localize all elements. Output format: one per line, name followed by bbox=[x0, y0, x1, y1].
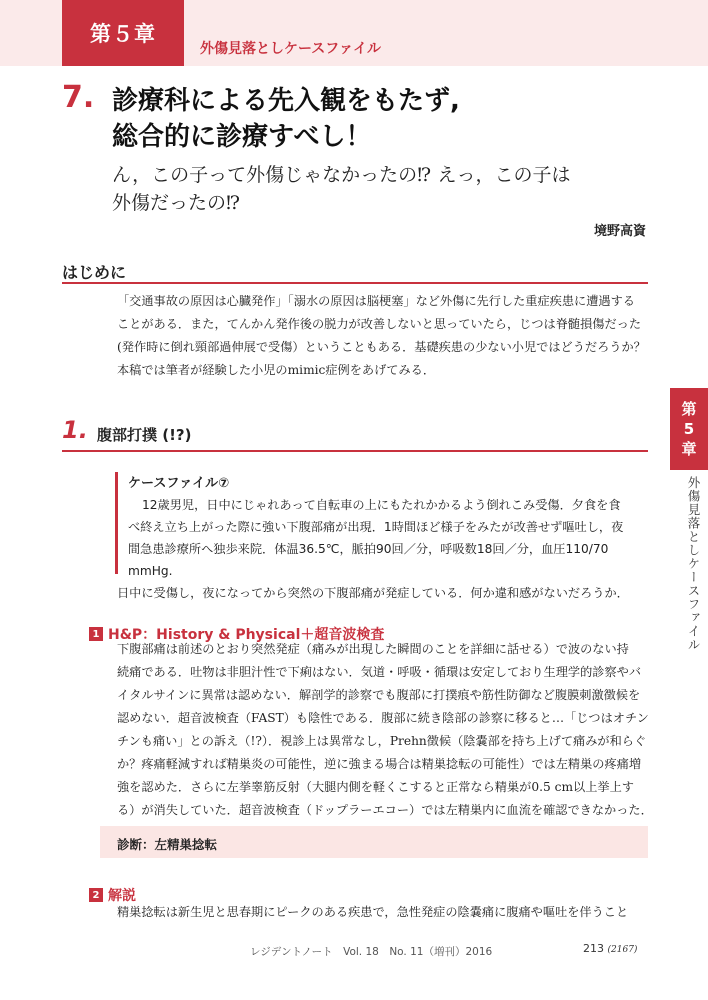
sub2-paragraph bbox=[117, 901, 647, 924]
case-line: 12歳男児，日中にじゃれあって自転車の上にもたれかかるよう倒れこみ受傷．夕食を食 bbox=[142, 498, 621, 512]
title-number: 7. bbox=[62, 80, 95, 115]
case-line: べ終え立ち上がった際に強い下腹部痛が出現．1時間ほど様子をみたが改善せず嘔吐し，夜 bbox=[128, 520, 624, 534]
case-body bbox=[128, 494, 648, 582]
title-line-2: 総合的に診療すべし！ bbox=[112, 122, 372, 152]
sub1-line: イタルサインに異常は認めない．解剖学的診察でも腹部に打撲痕や筋性防御など腹膜刺激徴候を bbox=[117, 688, 641, 702]
footer-journal: レジデントノート Vol. 18 No. 11（増刊）2016 bbox=[250, 946, 493, 958]
side-chapter-a: 第 bbox=[681, 400, 697, 418]
section-title: 腹部打撲 (!?) bbox=[97, 426, 192, 444]
subtitle-line-1: ん，この子って外傷じゃなかったの⁉ えっ，この子は bbox=[112, 164, 571, 186]
case-line: mmHg. bbox=[128, 564, 173, 578]
intro-line: 本稿では筆者が経験した小児のmimic症例をあげてみる． bbox=[117, 363, 436, 377]
intro-heading: はじめに bbox=[62, 263, 127, 282]
intro-line: 「交通事故の原因は心臓発作」「溺水の原因は脳梗塞」など外傷に先行した重症疾患に遭遇する bbox=[117, 294, 635, 308]
page-number bbox=[583, 942, 637, 955]
side-vertical-title: 外傷見落としケースファイル bbox=[686, 476, 701, 652]
side-chapter-tab bbox=[670, 388, 708, 470]
case-title: ケースファイル⑦ bbox=[128, 476, 230, 491]
sub1-line: か？疼痛軽減すれば精巣炎の可能性，逆に強まる場合は精巣捻転の可能性）では左精巣の疼痛増 bbox=[117, 757, 642, 771]
intro-line: ことがある．また，てんかん発作後の脱力が改善しないと思っていたら，じつは脊髄損傷だった bbox=[117, 317, 642, 331]
after-case-line: 日中に受傷し，夜になってから突然の下腹部痛が発症している．何か違和感がないだろうか． bbox=[117, 586, 629, 600]
intro-rule bbox=[62, 282, 648, 284]
intro-line: (発作時に倒れ頸部過伸展で受傷）ということもある．基礎疾患の少ない小児ではどうだろうか？ bbox=[117, 340, 646, 354]
sub1-line: る）が消失していた．超音波検査（ドップラーエコー）では左精巣内に血流を確認できなかった． bbox=[117, 803, 653, 817]
page-number-main: 213 bbox=[583, 942, 604, 955]
author: 境野高資 bbox=[593, 224, 646, 239]
side-chapter-b: 5 bbox=[683, 420, 695, 438]
sub1-title: H&P：History & Physical＋超音波検査 bbox=[108, 627, 385, 643]
title-line-1: 診療科による先入観をもたず, bbox=[112, 86, 460, 116]
sub1-paragraph bbox=[117, 638, 653, 822]
chapter-tab: 第５章 bbox=[62, 0, 184, 66]
sub2-title: 解説 bbox=[108, 888, 136, 904]
side-chapter-c: 章 bbox=[681, 440, 697, 458]
intro-paragraph bbox=[117, 290, 647, 382]
after-case-paragraph bbox=[117, 582, 647, 605]
diagnosis-text: 診断：左精巣捻転 bbox=[117, 837, 218, 852]
case-line: 間急患診療所へ独歩来院．体温36.5℃，脈拍90回／分，呼吸数18回／分，血圧110/70 bbox=[128, 542, 609, 556]
sub1-line: 下腹部痛は前述のとおり突然発症（痛みが出現した瞬間のことを詳細に話せる）で波のない持 bbox=[117, 642, 629, 656]
sub1-line: 強を認めた．さらに左挙睾筋反射（大腿内側を軽くこすると正常なら精巣が0.5 cm以上挙上す bbox=[117, 780, 634, 794]
section-rule bbox=[62, 450, 648, 452]
subtitle-line-2: 外傷だったの⁉ bbox=[112, 192, 241, 214]
sub1-line: 続痛である．吐物は非胆汁性で下痢はない．気道・呼吸・循環は安定しており生理学的診察やバ bbox=[117, 665, 642, 679]
sub1-line: チンも痛い」との訴え（!?）．視診上は異常なし，Prehn徴候（陰嚢部を持ち上げて痛みが和らぐ bbox=[117, 734, 647, 748]
section-number: 1. bbox=[62, 416, 88, 444]
header-subtitle: 外傷見落としケースファイル bbox=[200, 41, 382, 57]
page-number-alt: (2167) bbox=[607, 945, 638, 955]
sub2-number-box: 2 bbox=[89, 888, 103, 902]
sub1-line: 認めない．超音波検査（FAST）も陰性である．腹部に続き陰部の診察に移ると…「じつはオチン bbox=[117, 711, 649, 725]
sub1-number-box: 1 bbox=[89, 627, 103, 641]
case-accent-bar bbox=[115, 472, 118, 574]
sub2-line: 精巣捻転は新生児と思春期にピークのある疾患で，急性発症の陰嚢痛に腹痛や嘔吐を伴うこと bbox=[117, 905, 629, 919]
